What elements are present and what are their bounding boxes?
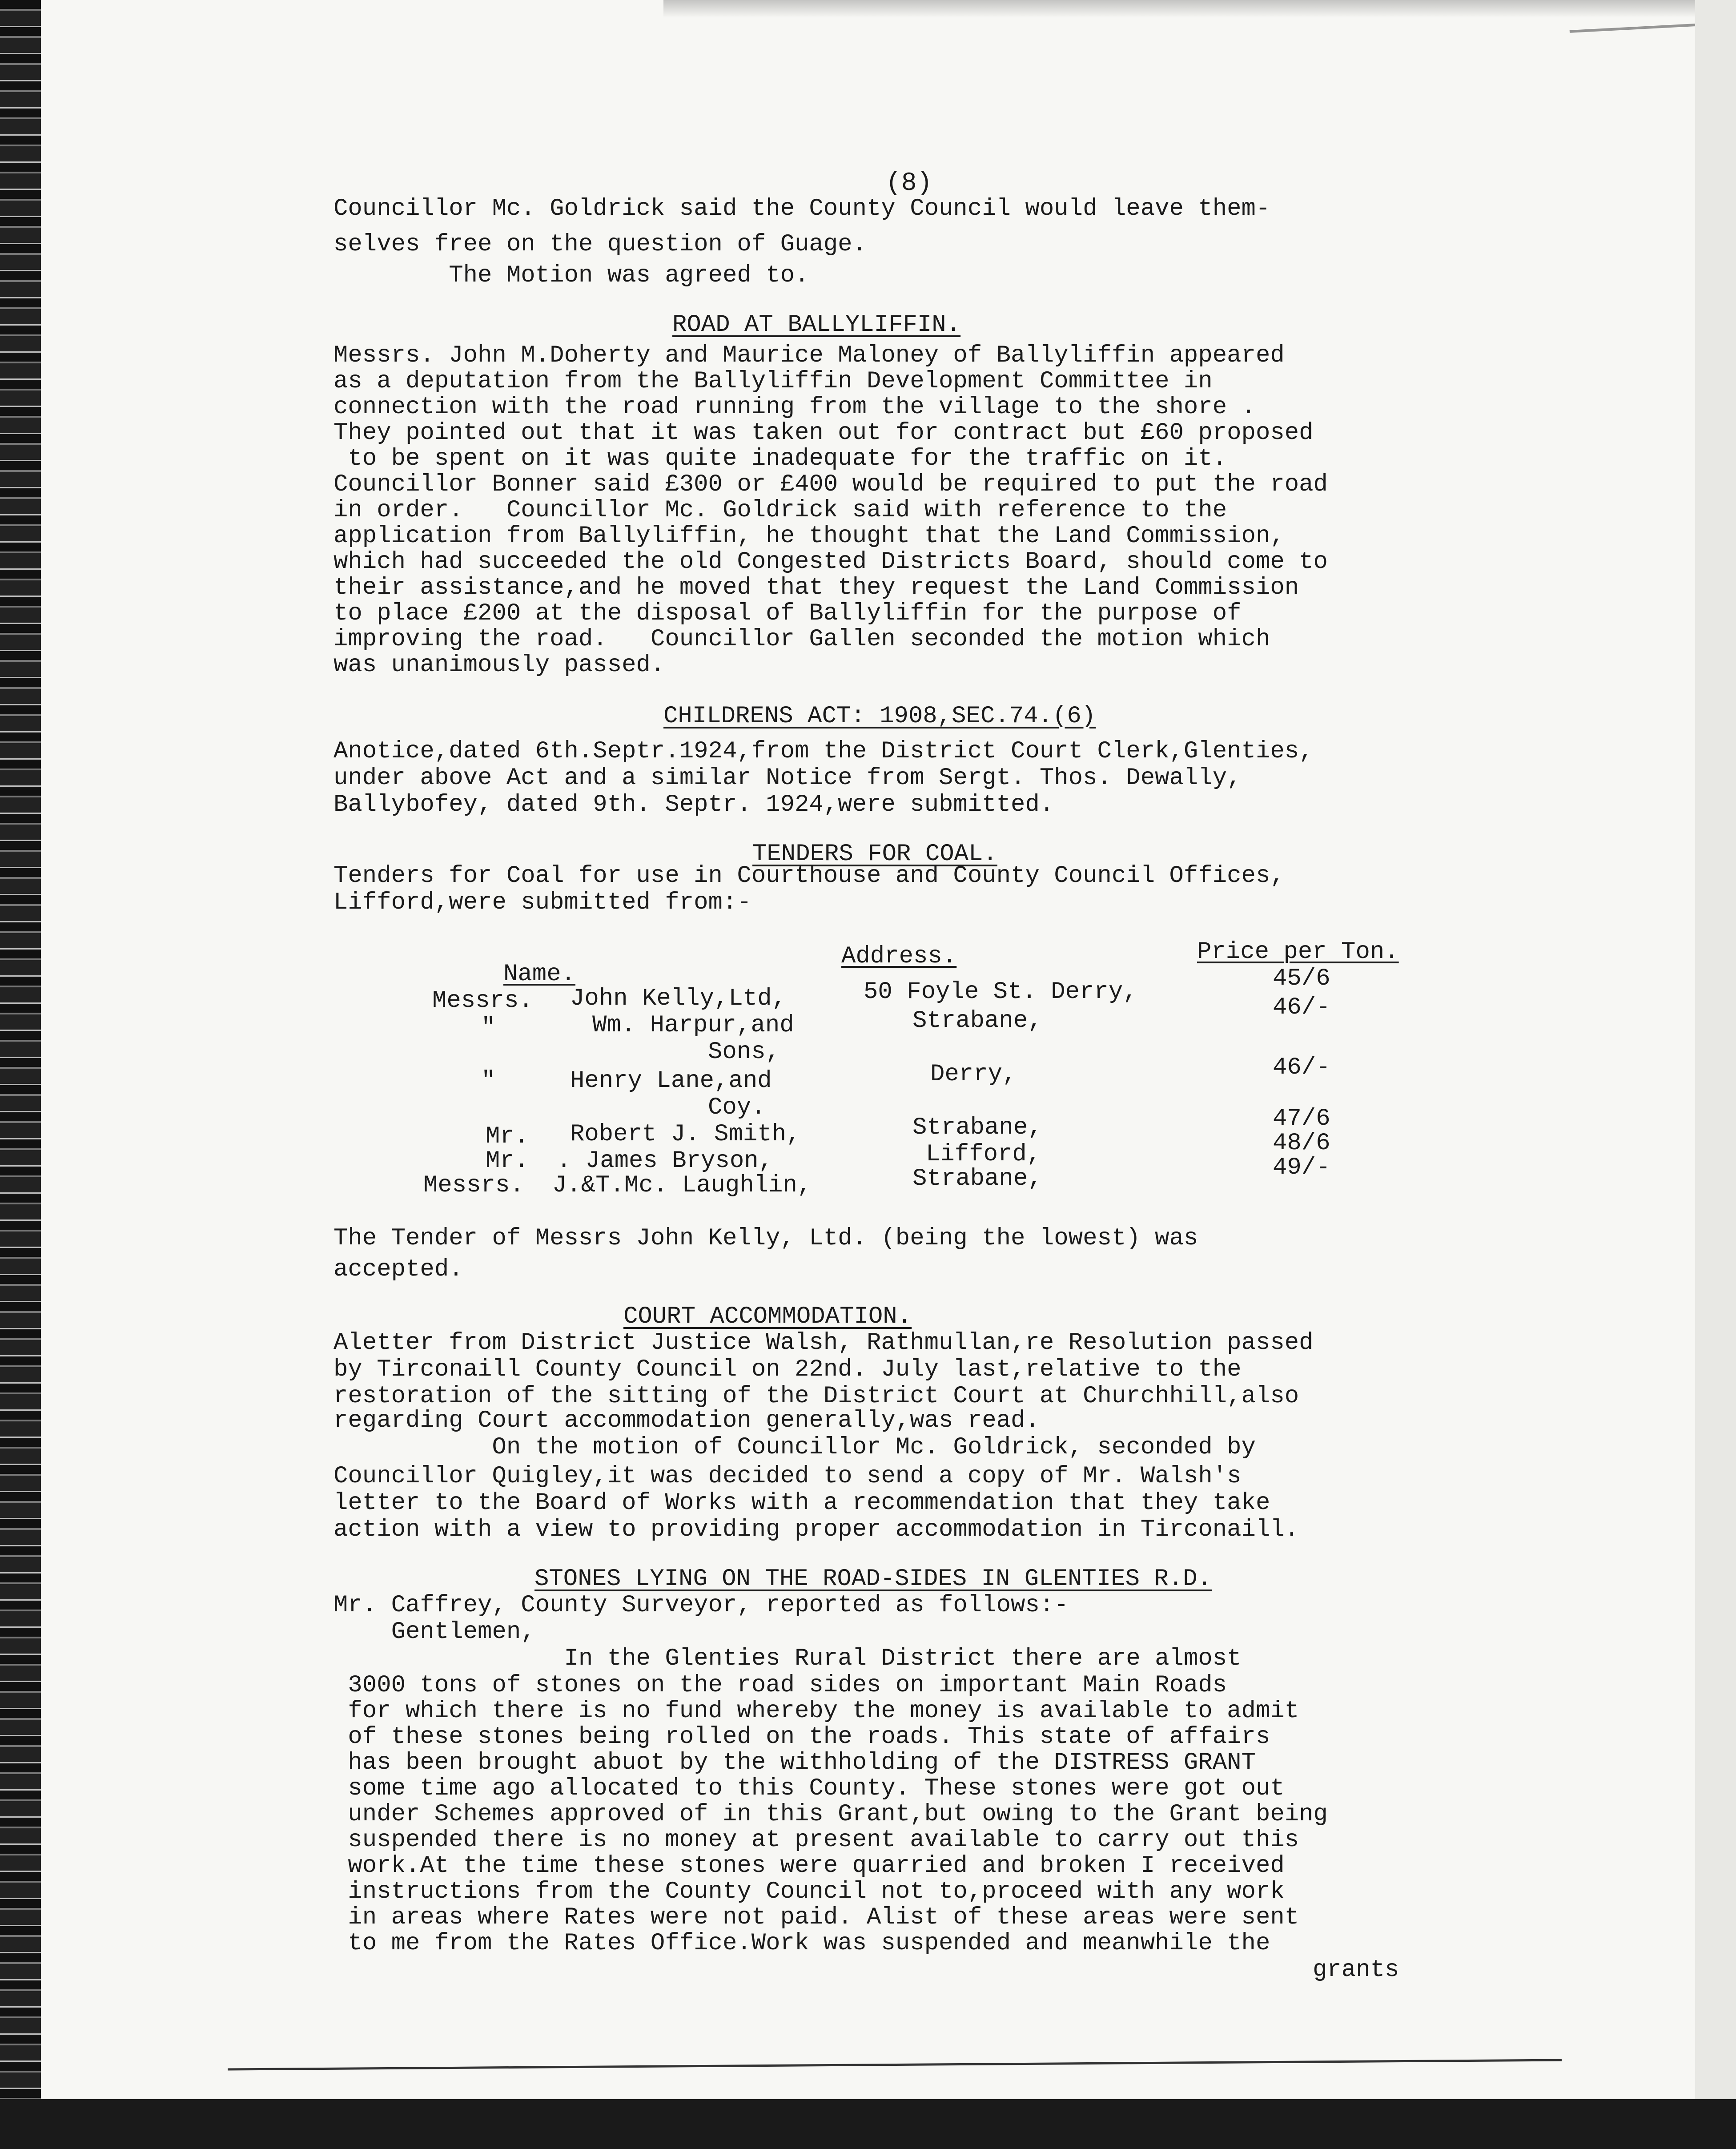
text-line: The Motion was agreed to.	[334, 262, 809, 289]
text-line: improving the road. Councillor Gallen seconded the motion which	[334, 626, 1270, 653]
document-page	[41, 0, 1695, 2099]
table-cell-price: 46/-	[1273, 1054, 1330, 1081]
text-line: Ballybofey, dated 9th. Septr. 1924,were submitted.	[334, 791, 1054, 818]
table-cell-price: 46/-	[1273, 994, 1330, 1021]
text-line: their assistance,and he moved that they request the Land Commission	[334, 574, 1299, 601]
text-line: accepted.	[334, 1256, 463, 1283]
text-line: action with a view to providing proper accommodation in Tirconaill.	[334, 1516, 1299, 1543]
table-cell-price: 47/6	[1273, 1105, 1330, 1132]
text-line: under above Act and a similar Notice from Sergt. Thos. Dewally,	[334, 765, 1242, 792]
text-line: Councillor Quigley,it was decided to send a copy of Mr. Walsh's	[334, 1463, 1242, 1490]
text-line: In the Glenties Rural District there are almost	[334, 1645, 1242, 1672]
text-line: regarding Court accommodation generally,was read.	[334, 1407, 1040, 1434]
table-cell-name: . James Bryson,	[557, 1147, 773, 1175]
text-line: under Schemes approved of in this Grant,but owing to the Grant being	[334, 1801, 1328, 1828]
text-line: to be spent on it was quite inadequate for the traffic on it.	[334, 445, 1227, 472]
text-line: application from Ballyliffin, he thought that the Land Commission,	[334, 523, 1285, 550]
table-cell-address: Lifford,	[926, 1141, 1041, 1168]
table-cell-name: Wm. Harpur,and	[592, 1012, 794, 1039]
text-line: by Tirconaill County Council on 22nd. July last,relative to the	[334, 1356, 1242, 1383]
text-line: Lifford,were submitted from:-	[334, 889, 751, 916]
section-heading-coal: TENDERS FOR COAL.	[752, 841, 997, 868]
table-cell-address: Strabane,	[912, 1165, 1042, 1192]
table-cell-title: Mr.	[486, 1123, 529, 1150]
section-heading-ballyliffin: ROAD AT BALLYLIFFIN.	[672, 311, 961, 338]
text-line: Tenders for Coal for use in Courthouse and County Council Offices,	[334, 862, 1285, 889]
text-line: in order. Councillor Mc. Goldrick said with reference to the	[334, 497, 1227, 524]
text-line: Councillor Bonner said £300 or £400 would be required to put the road	[334, 471, 1328, 498]
table-header-price: Price per Ton.	[1197, 938, 1399, 966]
table-cell-name: Robert J. Smith,	[570, 1121, 801, 1148]
text-line: instructions from the County Council not to,proceed with any work	[334, 1878, 1285, 1905]
text-line: Mr. Caffrey, County Surveyor, reported as follows:-	[334, 1592, 1069, 1619]
table-cell-name-cont: Sons,	[708, 1038, 780, 1066]
text-line: selves free on the question of Guage.	[334, 231, 867, 258]
page-number: (8)	[886, 169, 932, 198]
table-cell-address: Strabane,	[912, 1114, 1042, 1141]
table-cell-title: Mr.	[486, 1147, 529, 1175]
text-line: They pointed out that it was taken out for contract but £60 proposed	[334, 419, 1314, 447]
scan-bottom-edge	[0, 2099, 1736, 2149]
table-cell-name: Henry Lane,and	[570, 1067, 772, 1095]
page-bottom-rule	[228, 2059, 1562, 2071]
table-cell-title: Messrs.	[423, 1172, 524, 1199]
table-cell-address: Strabane,	[912, 1007, 1042, 1034]
table-cell-price: 49/-	[1273, 1154, 1330, 1181]
table-header-name: Name.	[503, 961, 576, 988]
text-line: Aletter from District Justice Walsh, Rathmullan,re Resolution passed	[334, 1329, 1314, 1356]
table-cell-price: 48/6	[1273, 1130, 1330, 1157]
text-line: restoration of the sitting of the District Court at Churchhill,also	[334, 1383, 1299, 1410]
text-line: On the motion of Councillor Mc. Goldrick, seconded by	[334, 1434, 1256, 1461]
text-line: some time ago allocated to this County. These stones were got out	[334, 1775, 1285, 1802]
scan-left-edge	[0, 0, 41, 2149]
text-line: was unanimously passed.	[334, 652, 665, 679]
table-cell-title: "	[481, 1014, 496, 1041]
text-line: The Tender of Messrs John Kelly, Ltd. (being the lowest) was	[334, 1225, 1198, 1252]
table-header-address: Address.	[841, 943, 957, 970]
text-line: 3000 tons of stones on the road sides on important Main Roads	[334, 1672, 1227, 1699]
table-cell-title: Messrs.	[432, 987, 533, 1014]
text-line: letter to the Board of Works with a recommendation that they take	[334, 1489, 1270, 1517]
section-heading-stones: STONES LYING ON THE ROAD-SIDES IN GLENTIES R.D.	[534, 1565, 1212, 1593]
table-cell-address: 50 Foyle St. Derry,	[864, 978, 1137, 1006]
catchword: grants	[1313, 1956, 1399, 1984]
table-cell-title: "	[481, 1067, 496, 1095]
text-line: work.At the time these stones were quarried and broken I received	[334, 1852, 1285, 1879]
text-line: as a deputation from the Ballyliffin Development Committee in	[334, 368, 1213, 395]
text-line: of these stones being rolled on the roads. This state of affairs	[334, 1723, 1270, 1751]
section-heading-childrens-act: CHILDRENS ACT: 1908,SEC.74.(6)	[663, 703, 1096, 730]
text-line: in areas where Rates were not paid. Alist of these areas were sent	[334, 1904, 1299, 1931]
text-line: has been brought abuot by the withholding of the DISTRESS GRANT	[334, 1749, 1256, 1776]
scan-top-shadow	[663, 0, 1695, 18]
text-line: connection with the road running from the village to the shore .	[334, 394, 1256, 421]
scan-right-edge	[1695, 0, 1736, 2149]
text-line: suspended there is no money at present available to carry out this	[334, 1827, 1299, 1854]
text-line: to me from the Rates Office.Work was suspended and meanwhile the	[334, 1930, 1270, 1957]
section-heading-court: COURT ACCOMMODATION.	[623, 1303, 912, 1330]
text-line: Messrs. John M.Doherty and Maurice Maloney of Ballyliffin appeared	[334, 342, 1285, 369]
table-cell-name: John Kelly,Ltd,	[570, 985, 787, 1012]
text-line: to place £200 at the disposal of Ballyliffin for the purpose of	[334, 600, 1242, 627]
table-cell-address: Derry,	[930, 1061, 1017, 1088]
text-line: which had succeeded the old Congested Districts Board, should come to	[334, 548, 1328, 575]
table-cell-price: 45/6	[1273, 965, 1330, 992]
text-line: Councillor Mc. Goldrick said the County Council would leave them-	[334, 195, 1270, 222]
text-line: Gentlemen,	[334, 1618, 535, 1646]
text-line: for which there is no fund whereby the money is available to admit	[334, 1698, 1299, 1725]
table-cell-name-cont: Coy.	[708, 1094, 766, 1121]
page-corner-curl	[1570, 23, 1695, 73]
table-cell-name: J.&T.Mc. Laughlin,	[552, 1172, 812, 1199]
text-line: Anotice,dated 6th.Septr.1924,from the District Court Clerk,Glenties,	[334, 738, 1314, 765]
